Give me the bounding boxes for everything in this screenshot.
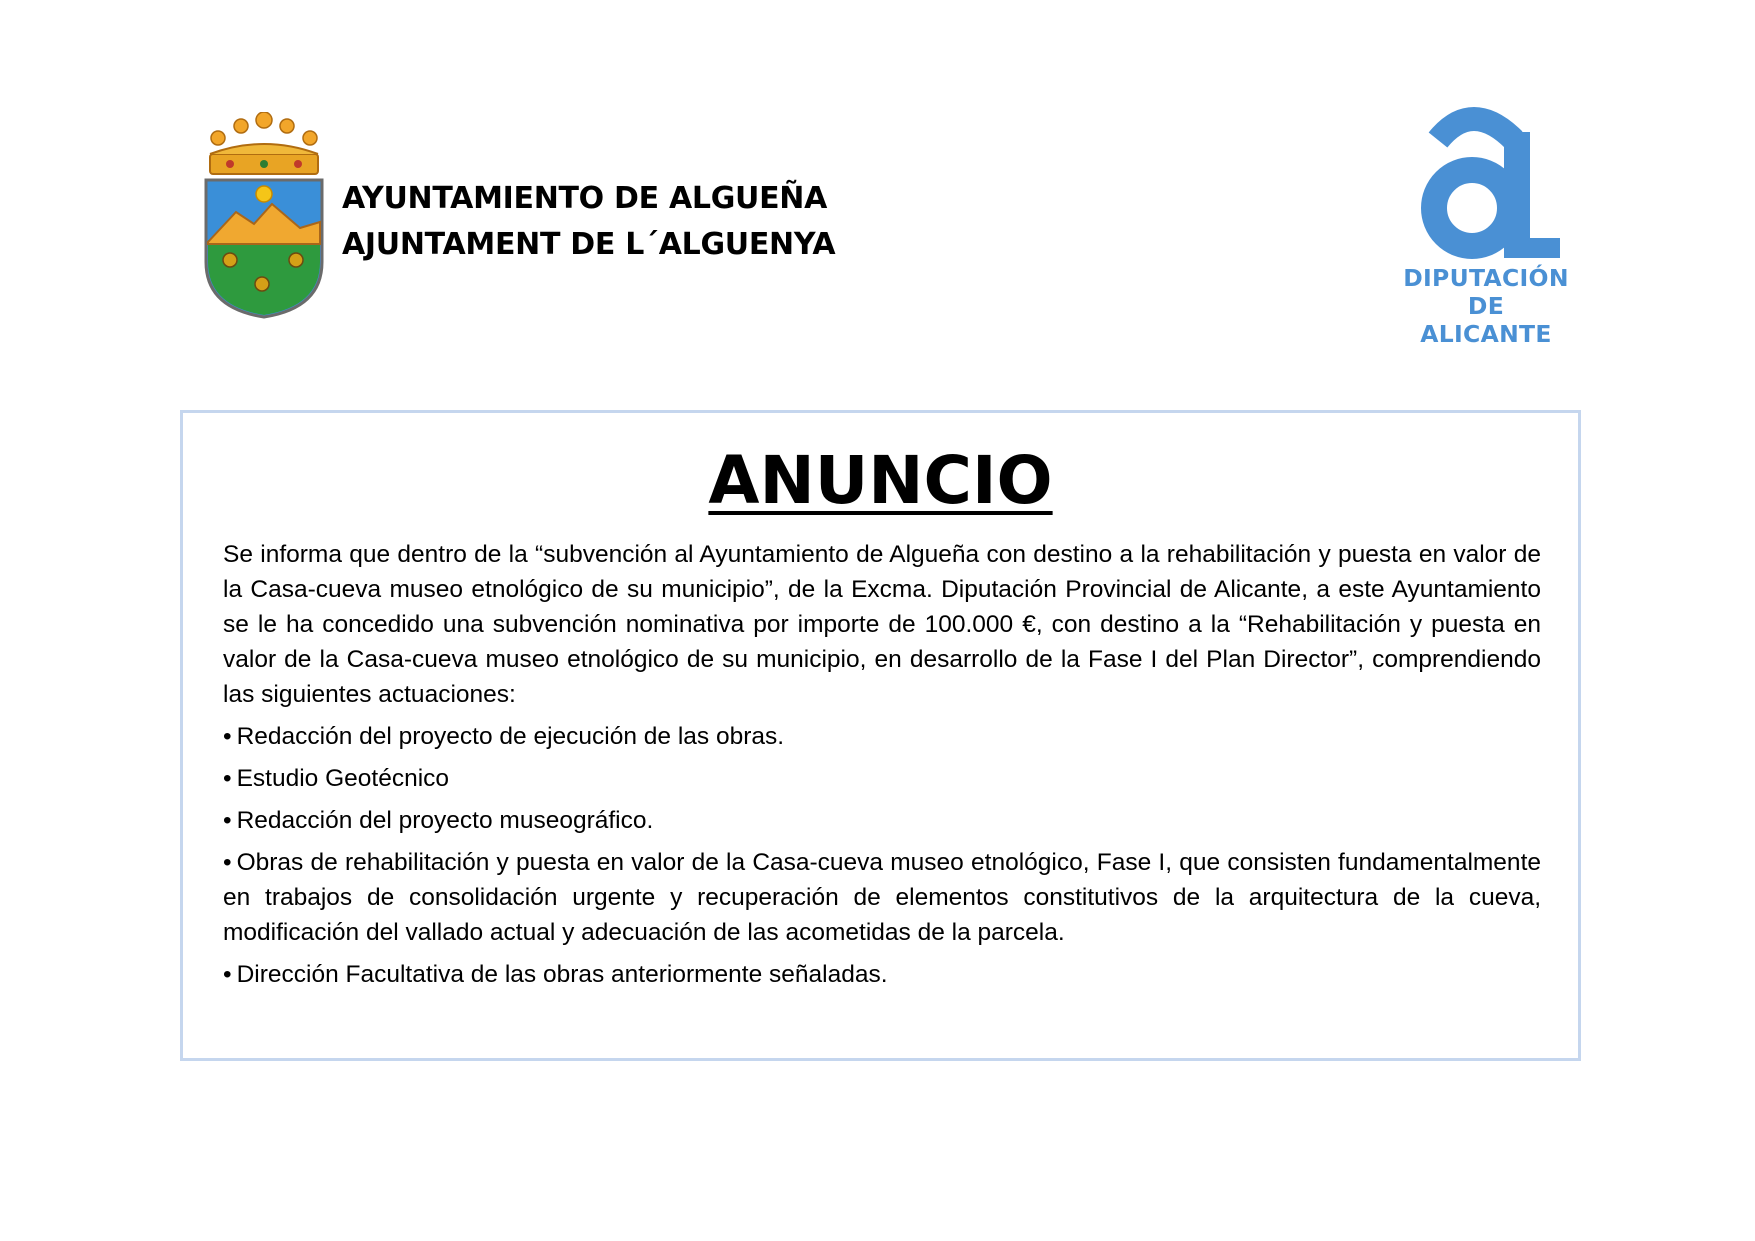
actions-list	[223, 719, 1541, 992]
crown-icon	[210, 112, 318, 174]
org-name-spanish: AYUNTAMIENTO DE ALGUEÑA	[342, 181, 827, 216]
diputacion-al-mark-icon	[1408, 104, 1564, 260]
notice-title: ANUNCIO	[708, 442, 1053, 519]
diputacion-logo	[1398, 104, 1574, 348]
list-item: • Dirección Facultativa de las obras anteriormente señaladas.	[223, 961, 888, 988]
list-item: • Redacción del proyecto museográfico.	[223, 807, 654, 834]
diputacion-line2: DE ALICANTE	[1420, 292, 1552, 348]
notice-body	[223, 537, 1541, 999]
org-name-valencian: AJUNTAMENT DE L´ALGUENYA	[342, 227, 836, 262]
diputacion-line1: DIPUTACIÓN	[1403, 264, 1569, 292]
notice-intro-paragraph: Se informa que dentro de la “subvención al Ayuntamiento de Algueña con destino a la rehabilitación y puesta en valor de la Casa-cueva museo etnológico de su municipio”, de la Excma. Diputación Provincial de Alicante, a este Ayuntamiento se le ha concedido una subvención nominativa por importe de 100.000 €, con destino a la “Rehabilitación y puesta en valor de la Casa-cueva museo etnológico de su municipio, en desarrollo de la Fase I del Plan Director”, comprendiendo las siguientes actuaciones:	[223, 541, 1541, 708]
coat-of-arms-icon	[196, 112, 332, 322]
notice-box	[180, 410, 1581, 1061]
list-item: • Redacción del proyecto de ejecución de las obras.	[223, 723, 785, 750]
list-item: • Obras de rehabilitación y puesta en valor de la Casa-cueva museo etnológico, Fase I, que consisten fundamentalmente en trabajos de consolidación urgente y recuperación de elementos constitutivos de la arquitectura de la cueva, modificación del vallado actual y adecuación de las acometidas de la parcela.	[223, 849, 1541, 946]
municipality-names	[342, 176, 835, 268]
list-item: • Estudio Geotécnico	[223, 765, 450, 792]
